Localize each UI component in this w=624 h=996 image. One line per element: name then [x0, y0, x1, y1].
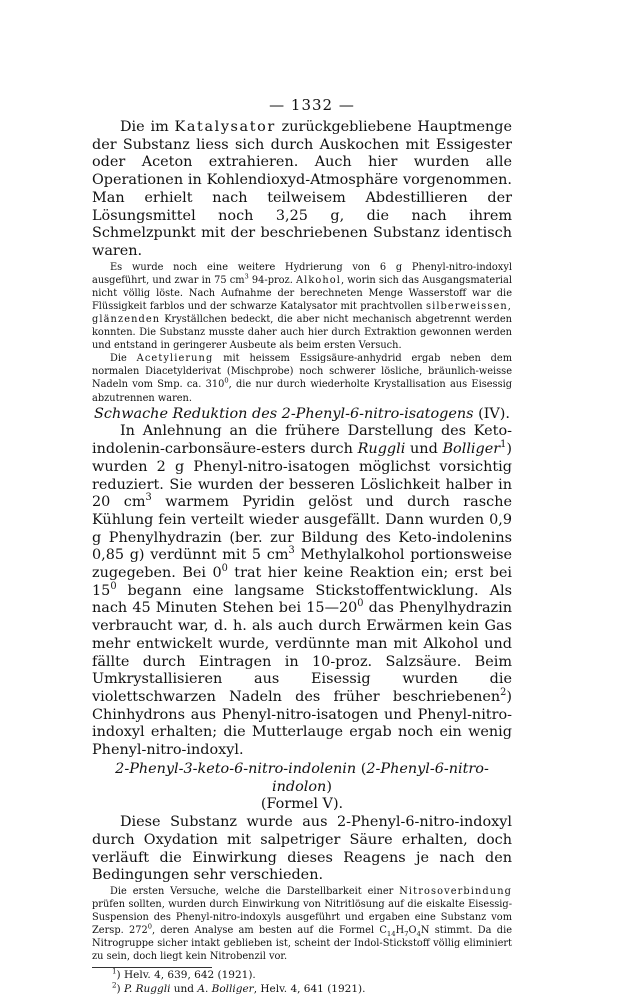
- author-name: Bolliger: [442, 441, 501, 458]
- text-run: 94-proz.: [248, 274, 296, 286]
- author-name: A. Bolliger: [197, 982, 254, 995]
- footnote-text: und: [170, 982, 198, 995]
- heading-italic: 2-Phenyl-3-keto-6-nitro-indolenin: [115, 760, 357, 777]
- note-acetylierung: [92, 352, 512, 404]
- footnote-ref: 1: [500, 439, 507, 451]
- text-run: prüfen sollten, wurden durch Einwirkung von Nitritlösung auf die eiskalte Eisessig-Suspension des Phenyl-nitro-indoxyls ausgeführt und ergaben eine Substanz vom Zersp. 272: [92, 899, 512, 937]
- spaced-term: Katalysator: [174, 119, 276, 135]
- section-heading-indolenin: [92, 761, 512, 814]
- text-run: N stimmt. Da die Nitrogruppe sicher intakt geblieben ist, scheint der Indol-Stickstoff völlig eliminiert zu sein, doch liegt kein Nitrobenzil vor.: [92, 925, 512, 963]
- text-run: Methylalkohol portionsweise zugegeben. Bei 0: [92, 547, 512, 582]
- text-run: , worin sich das Ausgangsmaterial nicht völlig löste. Nach Aufnahme der berechneten Menge Wasserstoff war die Flüssigkeit farblos und der schwarze Katalysator mit prachtvollen: [92, 274, 512, 312]
- text-run: trat hier keine Reaktion ein; erst bei 15: [92, 565, 512, 599]
- text-run: Die im: [120, 119, 175, 135]
- text-run: ) wurden 2 g Phenyl-nitro-isatogen möglichst vorsichtig reduziert. Sie wurden der besseren Löslichkeit halber in 20 cm: [92, 441, 512, 511]
- text-run: Es wurde noch eine weitere Hydrierung von 6 g Phenyl-nitro-indoxyl ausgeführt, und zwar in 75 cm: [92, 261, 512, 286]
- subscript: 4: [416, 930, 421, 939]
- spaced-term: silberweissen, glänzenden: [92, 300, 512, 325]
- footnote-text: , Helv. 4, 641 (1921).: [253, 982, 366, 995]
- spaced-term: Nitrosoverbindung: [399, 886, 512, 898]
- text-run: warmem Pyridin gelöst und durch rasche Kühlung fein verteilt wieder ausgefällt. Dann wurden 0,9 g Phenylhydrazin (ber. zur Bildung des Keto-indolenins 0,85 g) verdünnt mit 5 cm: [92, 494, 512, 564]
- footnote-text: ): [116, 982, 124, 995]
- superscript: 0: [224, 377, 229, 386]
- spaced-term: Acetylierung: [136, 353, 214, 365]
- text-run: zurückgebliebene Hauptmenge der Substanz liess sich durch Auskochen mit Essigester oder Aceton extrahieren. Auch hier wurden alle Operationen in Kohlendioxyd-Atmosphäre vorgenommen. Man erhielt nach teilweisem Abdestillieren der Lösungsmittel noch 3,25 g, die nach ihrem Schmelzpunkt mit der beschriebenen Substanz identisch waren.: [92, 119, 512, 259]
- paragraph-katalysator: [92, 119, 512, 261]
- text-run: und: [405, 441, 443, 458]
- heading-roman: (IV).: [473, 405, 510, 422]
- text-run: O: [408, 925, 417, 937]
- footnote-ref: 2: [500, 687, 507, 699]
- footnote-mark: 2: [112, 980, 117, 990]
- page-number: — 1332 —: [269, 96, 355, 114]
- superscript: 3: [288, 545, 295, 557]
- superscript: 0: [221, 563, 228, 575]
- heading-italic: 2-Phenyl-6-nitro-indolon: [272, 760, 489, 795]
- note-hydrierung: [92, 261, 512, 353]
- superscript: 3: [145, 492, 152, 504]
- text-run: In Anlehnung an die frühere Darstellung des Keto-indolenin-carbonsäure-esters durch: [92, 423, 512, 458]
- paragraph-anlehnung: [92, 423, 512, 759]
- superscript: 0: [110, 580, 117, 592]
- author-name: Ruggli: [357, 441, 406, 458]
- text-run: Kryställchen bedeckt, die aber nicht mechanisch abgetrennt werden konnten. Die Substanz musste daher auch hier durch Extraktion gewonnen werden und entstand in geringerer Ausbeute als beim ersten Versuch.: [92, 314, 512, 352]
- heading-formula: (Formel V).: [260, 796, 344, 813]
- text-run: H: [395, 925, 405, 937]
- text-run: ) Chinhydrons aus Phenyl-nitro-isatogen und Phenyl-nitro-indoxyl erhalten; die Mutterlauge ergab noch ein wenig Phenyl-nitro-indoxyl.: [92, 689, 512, 759]
- subscript: 14: [386, 930, 396, 939]
- paragraph-oxydation: Diese Substanz wurde aus 2-Phenyl-6-nitro-indoxyl durch Oxydation mit salpetriger Säure erhalten, doch verläuft die Einwirkung dieses Reagens je nach den Bedingungen sehr verschieden.: [92, 814, 512, 884]
- footnote-1: [92, 968, 512, 982]
- text-body: [92, 119, 512, 996]
- text-run: , die nur durch wiederholte Krystallisation aus Eisessig abzutrennen waren.: [92, 379, 512, 404]
- heading-italic: Schwache Reduktion des 2-Phenyl-6-nitro-isatogens: [94, 405, 474, 422]
- subscript: 7: [404, 930, 409, 939]
- footnote-text: ) Helv. 4, 639, 642 (1921).: [116, 968, 256, 981]
- text-run: , deren Analyse am besten auf die Formel C: [151, 925, 387, 937]
- superscript: 0: [147, 923, 152, 932]
- author-name: P. Ruggli: [123, 982, 171, 995]
- note-nitrosoverbindung: [92, 885, 512, 964]
- section-heading-reduktion: [92, 406, 512, 424]
- text-run: begann eine langsame Stickstoffentwicklung. Als nach 45 Minuten Stehen bei 15—20: [92, 582, 512, 617]
- footnote-mark: 1: [112, 966, 117, 976]
- heading-roman: ): [326, 778, 332, 795]
- superscript: 0: [357, 598, 364, 610]
- spaced-term: Alkohol: [295, 274, 342, 286]
- text-run: Die ersten Versuche, welche die Darstellbarkeit einer: [110, 886, 400, 898]
- heading-roman: (: [356, 760, 367, 777]
- footnote-2: [92, 982, 512, 996]
- text-run: mit heissem Essigsäure-anhydrid ergab neben dem normalen Diacetylderivat (Mischprobe) noch schwerer lösliche, bräunlich-weisse Nadeln vom Smp. ca. 310: [92, 353, 512, 391]
- text-run: Die: [110, 353, 137, 365]
- text-run: das Phenylhydrazin verbraucht war, d. h. als auch durch Erwärmen kein Gas mehr entwickelt wurde, verdünnte man mit Alkohol und fällte durch Eintragen in 10-proz. Salzsäure. Beim Umkrystallisieren aus Eisessig wurden die violettschwarzen Nadeln des früher beschriebenen: [92, 600, 512, 705]
- superscript: 3: [244, 272, 249, 281]
